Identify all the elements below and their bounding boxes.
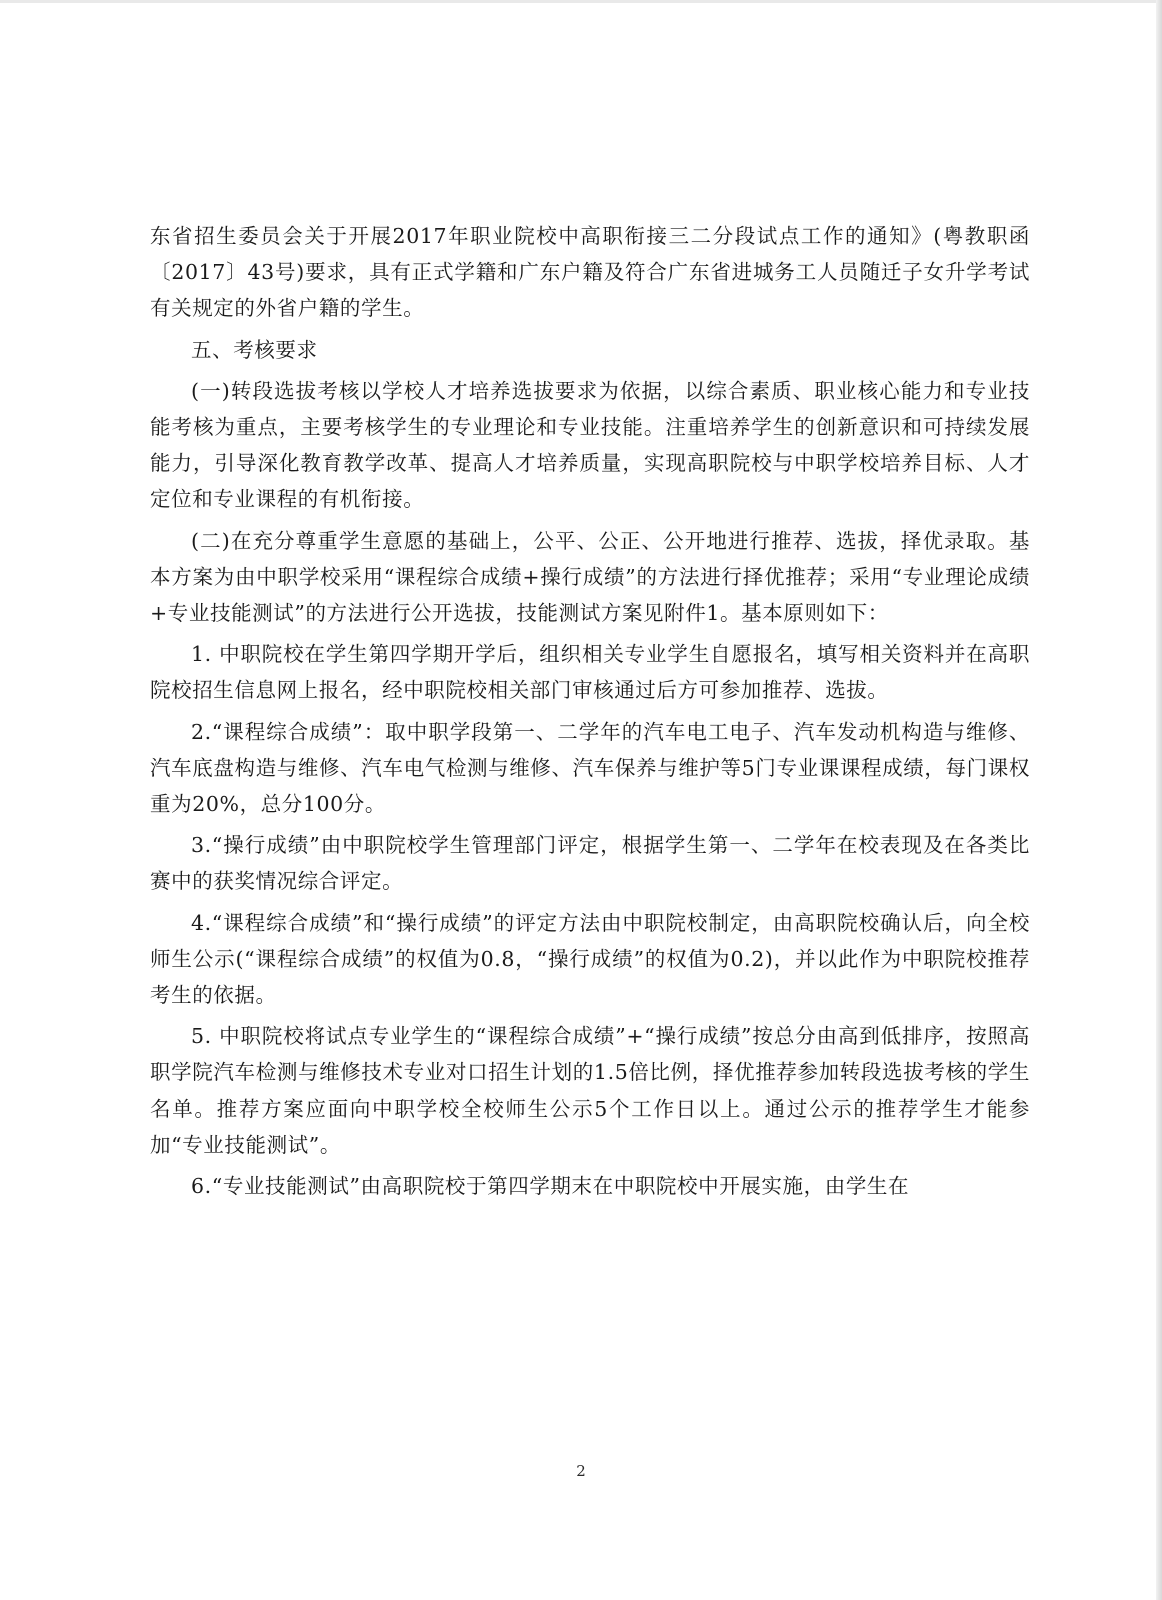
paragraph-rule-1: 1. 中职院校在学生第四学期开学后，组织相关专业学生自愿报名，填写相关资料并在高职院校招生信息网上报名，经中职院校相关部门审核通过后方可参加推荐、选拔。 (150, 642, 1030, 703)
paragraph-rule-6: 6.“专业技能测试”由高职院校于第四学期末在中职院校中开展实施，由学生在 (191, 1174, 910, 1199)
section-heading-assessment-requirements: 五、考核要求 (191, 337, 318, 362)
paragraph-continued-notice: 东省招生委员会关于开展2017年职业院校中高职衔接三二分段试点工作的通知》(粤教职函〔2017〕43号)要求，具有正式学籍和广东户籍及符合广东省进城务工人员随迁子女升学考试有关规定的外省户籍的学生。 (150, 224, 1030, 321)
paragraph-item-1: (一)转段选拔考核以学校人才培养选拔要求为依据，以综合素质、职业核心能力和专业技能考核为重点，主要考核学生的专业理论和专业技能。注重培养学生的创新意识和可持续发展能力，引导深化教育教学改革、提高人才培养质量，实现高职院校与中职学校培养目标、人才定位和专业课程的有机衔接。 (150, 378, 1030, 512)
paragraph-item-2: (二)在充分尊重学生意愿的基础上，公平、公正、公开地进行推荐、选拔，择优录取。基本方案为由中职学校采用“课程综合成绩+操行成绩”的方法进行择优推荐；采用“专业理论成绩+专业技能测试”的方法进行公开选拔，技能测试方案见附件1。基本原则如下： (150, 528, 1030, 626)
paragraph-rule-5: 5. 中职院校将试点专业学生的“课程综合成绩”+“操行成绩”按总分由高到低排序，按照高职学院汽车检测与维修技术专业对口招生计划的1.5倍比例，择优推荐参加转段选拔考核的学生名单。推荐方案应面向中职学校全校师生公示5个工作日以上。通过公示的推荐学生才能参加“专业技能测试”。 (150, 1024, 1030, 1157)
page-number: 2 (576, 1462, 586, 1480)
paragraph-rule-2: 2.“课程综合成绩”：取中职学段第一、二学年的汽车电工电子、汽车发动机构造与维修、汽车底盘构造与维修、汽车电气检测与维修、汽车保养与维护等5门专业课课程成绩，每门课权重为20%，总分100分。 (150, 719, 1030, 817)
paragraph-rule-4: 4.“课程综合成绩”和“操行成绩”的评定方法由中职院校制定，由高职院校确认后，向全校师生公示(“课程综合成绩”的权值为0.8，“操行成绩”的权值为0.2)，并以此作为中职院校推荐考生的依据。 (150, 910, 1030, 1008)
paragraph-rule-3: 3.“操行成绩”由中职院校学生管理部门评定，根据学生第一、二学年在校表现及在各类比赛中的获奖情况综合评定。 (150, 833, 1030, 894)
scan-edge-right (1156, 0, 1162, 1600)
scan-edge-top (0, 0, 1162, 3)
document-body (150, 218, 1030, 1209)
